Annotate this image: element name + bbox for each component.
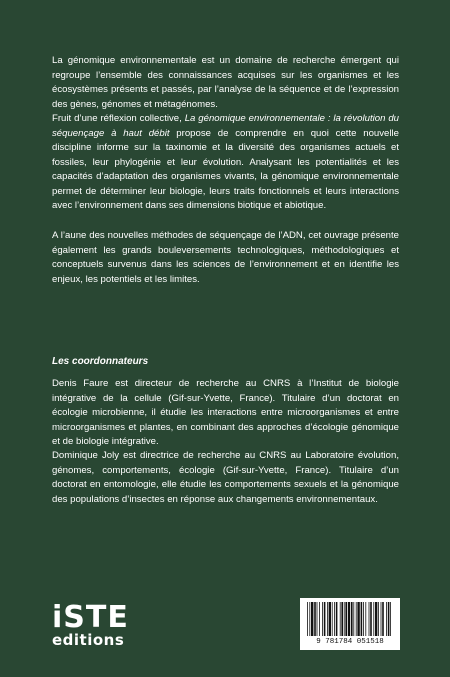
barcode-bar [357,602,359,636]
barcode-bar [336,602,338,636]
barcode-bar [344,602,345,636]
barcode-bar [390,602,391,636]
barcode-bar [327,602,328,636]
barcode-bar [370,602,372,636]
barcode-bar [334,602,335,636]
barcode-bar [319,602,320,636]
barcode-bar [361,602,363,636]
publisher-logo [52,600,144,649]
barcode-bar [307,602,308,636]
coordinators-heading: Les coordonnateurs [52,356,149,367]
barcode-bar [381,602,382,636]
barcode-bar [322,602,323,636]
barcode-bar [314,602,316,636]
isbn-barcode [300,598,400,650]
coordinator-bio-2: Dominique Joly est directrice de recherche au CNRS au Laboratoire évolution, génomes, comportements, écologie (Gif-sur-Yvette, France). Titulaire d’un doctorat en entomologie, elle étudie les comportements sexuels et la génomique des populations d’insectes en réponse aux changements environnementaux. [52,450,399,505]
barcode-bar [351,602,353,636]
barcode-bar [386,602,387,636]
barcode-bar [309,602,310,636]
barcode-number: 9 781784 051518 [316,638,384,646]
barcode-bar [311,602,313,636]
logo-iste-text: iSTE [52,600,129,635]
barcode-bar [365,602,366,636]
barcode-bar [363,602,364,636]
intro-paragraph-2-end: propose de comprendre en quoi cette nouvelle discipline informe sur la taxinomie et la diversité des organismes actuels et fossiles, leur phylogénie et leur évolution. Analysant les potentialités et les capacités d’adaptation des organismes vivants, la génomique environnementale permet de déterminer leur biologie, leurs traits fonctionnels et leurs interactions avec l’environnement dans ses dimensions biotique et abiotique. [52,127,399,211]
intro-paragraph-3: A l’aune des nouvelles méthodes de séquençage de l’ADN, cet ouvrage présente également les grands bouleversements technologiques, méthodologiques et conceptuels survenus dans les sciences de l’environnement et en identifie les enjeux, les potentiels et les limites. [52,230,399,285]
barcode-bar [382,602,384,636]
barcode-bar [388,602,390,636]
barcode-bar [345,602,347,636]
barcode-bar [353,602,354,636]
barcode-bar [369,602,370,636]
intro-paragraph-1: La génomique environnementale est un domaine de recherche émergent qui regroupe l’ensemble des connaissances acquises sur les organismes et les écosystèmes présents et passés, par l’analyse de la séquence et de l’expression des gènes, génomes et métagénomes. [52,55,399,110]
coordinator-bio-1: Denis Faure est directeur de recherche au CNRS à l’Institut de biologie intégrative de la cellule (Gif-sur-Yvette, France). Titulaire d’un doctorat en écologie microbienne, il étudie les interactions entre microorganismes et entre microorganismes et plantes, en combinant des approches d’écologie génomique et de biologie intégrative. [52,378,399,447]
barcode-bar [378,602,379,636]
barcode-bar [317,602,318,636]
logo-editions-text: editions [52,631,125,649]
barcode-bar [340,602,341,636]
intro-paragraph-2 [52,112,399,214]
barcode-bar [341,602,343,636]
barcode-bar [356,602,357,636]
barcode-bar [348,602,350,636]
barcode-bar [329,602,331,636]
barcode-bar [332,602,333,636]
barcode-bars [305,602,395,638]
book-title: La génomique environnementale : la révolution du séquençage à haut débit [52,113,399,139]
barcode-bar [324,602,326,636]
barcode-bar [373,602,374,636]
intro-paragraph-2-start: Fruit d’une réflexion collective, [52,113,185,124]
barcode-bar [375,602,377,636]
